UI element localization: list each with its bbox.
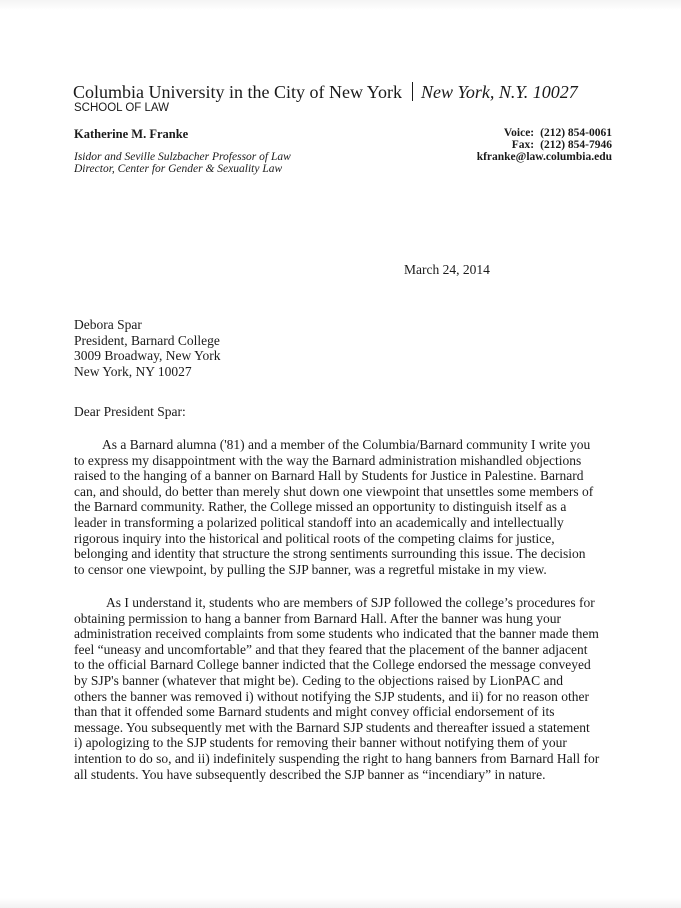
paragraph-line: message. You subsequently met with the Barnard SJP students and thereafter issued a statement: [74, 719, 590, 735]
paragraph-line: to censor one viewpoint, by pulling the SJP banner, was a regretful mistake in my view.: [74, 561, 547, 577]
paragraph-line: others the banner was removed i) without notifying the SJP students, and ii) for no reason other: [74, 688, 590, 704]
paragraph-line: to express my disappointment with the way the Barnard administration mishandled objections: [74, 452, 582, 468]
email-line: kfranke@law.columbia.edu: [476, 151, 612, 163]
paragraph-line: i) apologizing to the SJP students for removing their banner without notifying them of your: [74, 735, 567, 751]
university-name: Columbia University in the City of New York: [73, 82, 402, 102]
voice-line: [477, 127, 612, 139]
paragraph-line: raised to the hanging of a banner on Barnard Hall by Students for Justice in Palestine. Barnard: [74, 468, 584, 484]
paragraph-line: leader in transforming a polarized political standoff into an academically and intellectually: [74, 514, 564, 530]
body-paragraph-1: [74, 437, 614, 577]
paragraph-line: belonging and identity that structure the strong sentiments surrounding this issue. The decision: [74, 546, 586, 562]
fax-label: Fax:: [511, 139, 535, 151]
body-paragraph-2: [74, 595, 614, 782]
paragraph-line: the Barnard community. Rather, the College missed an opportunity to distinguish itself as a: [74, 499, 567, 515]
recipient-line: Debora Spar: [74, 317, 142, 332]
recipient-line: New York, NY 10027: [74, 363, 192, 379]
fax-line: [477, 139, 612, 151]
sender-name: Katherine M. Franke: [74, 127, 189, 141]
paragraph-line: all students. You have subsequently described the SJP banner as “incendiary” in nature.: [74, 766, 546, 782]
sender-contact: [477, 127, 612, 163]
sender-affiliation: Director, Center for Gender & Sexuality Law: [74, 163, 283, 175]
letter-date: March 24, 2014: [404, 262, 490, 277]
paragraph-line: than that it offended some Barnard students and might convey official endorsement of its: [74, 704, 555, 720]
paragraph-line: feel “uneasy and uncomfortable” and that they feared that the placement of the banner adjacent: [74, 641, 588, 657]
school-name: SCHOOL OF LAW: [74, 102, 169, 114]
voice-label: Voice:: [503, 127, 535, 139]
voice-number: (212) 854-0061: [540, 127, 612, 139]
recipient-line: 3009 Broadway, New York: [74, 348, 221, 363]
letterhead-city: New York, N.Y. 10027: [421, 82, 578, 102]
paragraph-line: administration received complaints from some students who indicated that the banner made them: [74, 626, 599, 642]
paragraph-line: to the official Barnard College banner indicted that the College endorsed the message conveyed: [74, 657, 591, 673]
paragraph-line: can, and should, do better than merely shut down one viewpoint that unsettles some members of: [74, 483, 594, 499]
fax-number: (212) 854-7946: [540, 139, 612, 151]
paragraph-line: intention to do so, and ii) indefinitely suspending the right to hang banners from Barnard Hall for: [74, 750, 600, 766]
recipient-line: President, Barnard College: [74, 332, 220, 348]
paragraph-line: rigorous inquiry into the historical and political roots of the competing claims for justice,: [74, 530, 555, 546]
sender-title: Isidor and Seville Sulzbacher Professor of Law: [74, 151, 291, 163]
letterhead-title: [73, 82, 578, 103]
paragraph-line: by SJP's banner (whatever that might be). Ceding to the objections raised by LionPAC and: [74, 672, 563, 688]
letterhead-divider: [412, 82, 413, 101]
paragraph-line: obtaining permission to hang a banner from Barnard Hall. After the banner was hung your: [74, 610, 561, 626]
paragraph-line: As I understand it, students who are members of SJP followed the college’s procedures for: [106, 595, 595, 610]
paragraph-line: As a Barnard alumna ('81) and a member of the Columbia/Barnard community I write you: [102, 437, 591, 452]
salutation: Dear President Spar:: [74, 404, 186, 419]
recipient-address: [74, 317, 221, 379]
